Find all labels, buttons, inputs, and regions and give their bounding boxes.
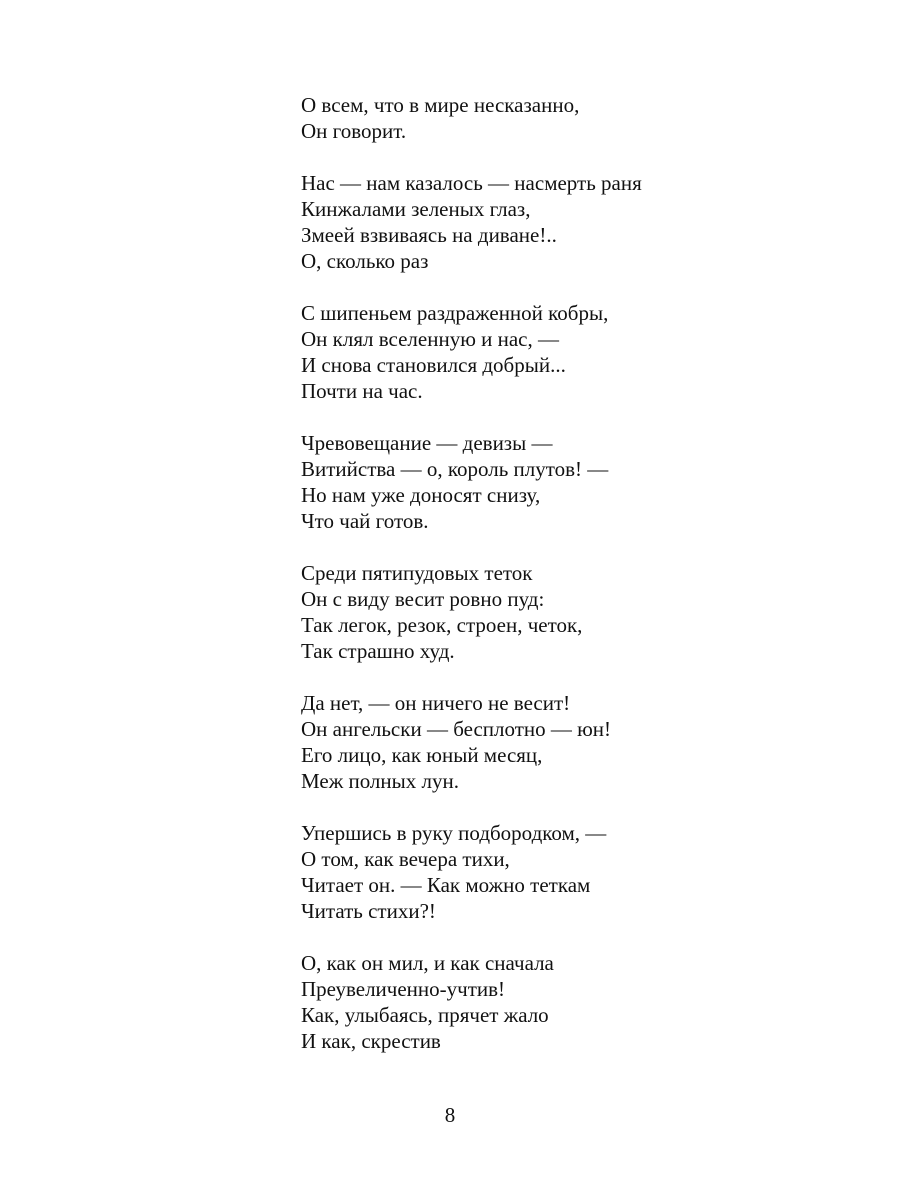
poem-line: Что чай готов. xyxy=(301,509,429,533)
poem-line: Да нет, — он ничего не весит! xyxy=(301,691,571,715)
stanza xyxy=(301,820,861,924)
poem-line: О всем, что в мире несказанно, xyxy=(301,93,580,117)
poem-line: Меж полных лун. xyxy=(301,769,459,793)
poem-line: Витийства — о, король плутов! — xyxy=(301,457,609,481)
poem-line: Читать стихи?! xyxy=(301,899,436,923)
stanza xyxy=(301,300,861,404)
poem-line: Как, улыбаясь, прячет жало xyxy=(301,1003,549,1027)
poem-line: О, сколько раз xyxy=(301,249,429,273)
poem-line: Нас — нам казалось — насмерть раня xyxy=(301,171,642,195)
poem-line: Преувеличенно-учтив! xyxy=(301,977,506,1001)
poem-line: Так легок, резок, строен, четок, xyxy=(301,613,583,637)
poem-line: Он говорит. xyxy=(301,119,407,143)
stanza xyxy=(301,170,861,274)
poem-line: О том, как вечера тихи, xyxy=(301,847,510,871)
poem-line: И снова становился добрый... xyxy=(301,353,566,377)
poem-line: С шипеньем раздраженной кобры, xyxy=(301,301,609,325)
poem-line: Но нам уже доносят снизу, xyxy=(301,483,541,507)
stanza xyxy=(301,950,861,1054)
poem-line: Среди пятипудовых теток xyxy=(301,561,533,585)
poem-line: Змеей взвиваясь на диване!.. xyxy=(301,223,557,247)
stanza xyxy=(301,92,861,144)
poem-line: И как, скрестив xyxy=(301,1029,441,1053)
page-number: 8 xyxy=(444,1103,456,1127)
poem-line: Он ангельски — бесплотно — юн! xyxy=(301,717,612,741)
poem-line: Читает он. — Как можно теткам xyxy=(301,873,591,897)
poem-line: Кинжалами зеленых глаз, xyxy=(301,197,531,221)
poem-line: Так страшно худ. xyxy=(301,639,455,663)
poem-line: Чревовещание — девизы — xyxy=(301,431,553,455)
stanza xyxy=(301,560,861,664)
poem-line: Почти на час. xyxy=(301,379,423,403)
poem-line: Он клял вселенную и нас, — xyxy=(301,327,559,351)
poem-line: Его лицо, как юный месяц, xyxy=(301,743,543,767)
poem-text xyxy=(301,92,861,1080)
poem-line: О, как он мил, и как сначала xyxy=(301,951,554,975)
poem-line: Упершись в руку подбородком, — xyxy=(301,821,607,845)
poem-line: Он с виду весит ровно пуд: xyxy=(301,587,545,611)
stanza xyxy=(301,430,861,534)
stanza xyxy=(301,690,861,794)
